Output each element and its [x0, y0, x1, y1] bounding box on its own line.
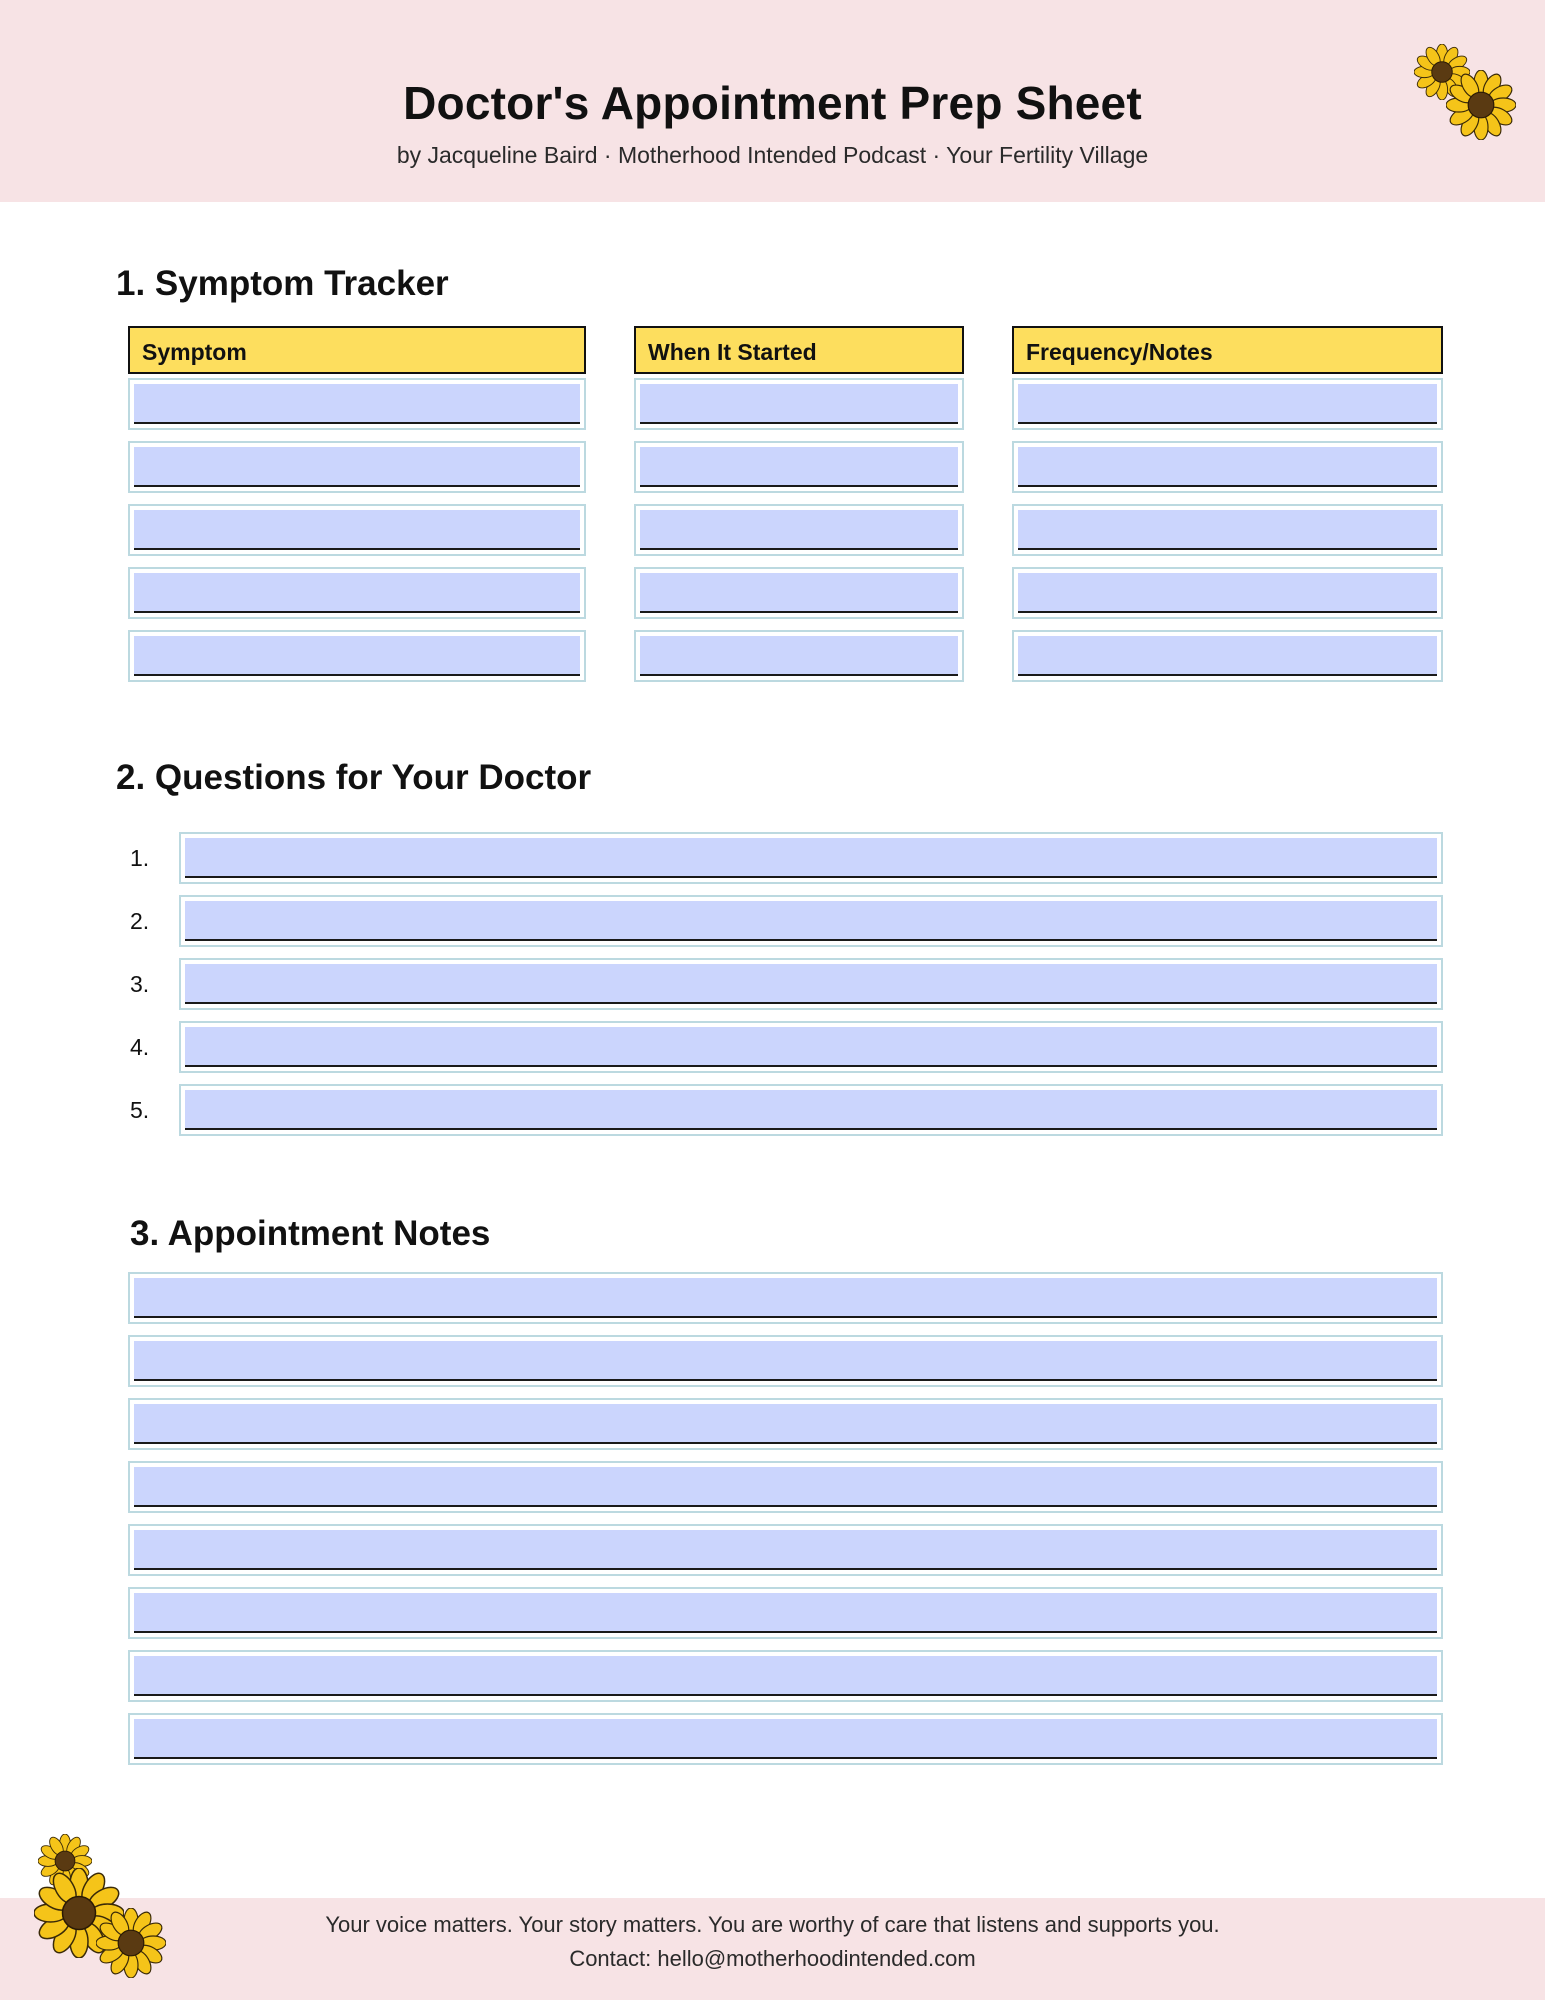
section-heading-appointment-notes: 3. Appointment Notes: [130, 1214, 491, 1253]
when-started-input[interactable]: [634, 378, 964, 430]
input-fill: [134, 1530, 1437, 1570]
when-started-input[interactable]: [634, 504, 964, 556]
input-fill: [134, 1341, 1437, 1381]
column-header-symptom: Symptom: [128, 326, 586, 374]
input-fill: [134, 636, 580, 676]
input-fill: [185, 838, 1437, 878]
notes-input[interactable]: [128, 1272, 1443, 1324]
question-number: 3.: [130, 971, 150, 997]
sunflower-icon: [96, 1908, 166, 1978]
input-fill: [1018, 573, 1437, 613]
input-fill: [640, 573, 958, 613]
notes-input[interactable]: [128, 1713, 1443, 1765]
input-fill: [1018, 447, 1437, 487]
question-number: 2.: [130, 908, 150, 934]
input-fill: [640, 636, 958, 676]
header-banner: [0, 0, 1545, 202]
notes-input[interactable]: [128, 1398, 1443, 1450]
question-number: 4.: [130, 1034, 150, 1060]
input-fill: [134, 1467, 1437, 1507]
input-fill: [134, 1719, 1437, 1759]
section-heading-questions: 2. Questions for Your Doctor: [116, 758, 592, 797]
question-number: 5.: [130, 1097, 150, 1123]
symptom-input[interactable]: [128, 504, 586, 556]
question-input[interactable]: [179, 1021, 1443, 1073]
input-fill: [134, 384, 580, 424]
input-fill: [640, 447, 958, 487]
input-fill: [640, 384, 958, 424]
page-subtitle: by Jacqueline Baird · Motherhood Intended Podcast · Your Fertility Village: [396, 142, 1149, 168]
input-fill: [134, 1593, 1437, 1633]
symptom-input[interactable]: [128, 378, 586, 430]
input-fill: [1018, 636, 1437, 676]
notes-input[interactable]: [128, 1650, 1443, 1702]
question-input[interactable]: [179, 958, 1443, 1010]
input-fill: [185, 1090, 1437, 1130]
question-number: 1.: [130, 845, 150, 871]
frequency-notes-input[interactable]: [1012, 441, 1443, 493]
input-fill: [640, 510, 958, 550]
footer-message: Your voice matters. Your story matters. You are worthy of care that listens and supports you.: [325, 1912, 1220, 1937]
symptom-input[interactable]: [128, 441, 586, 493]
question-input[interactable]: [179, 832, 1443, 884]
notes-input[interactable]: [128, 1524, 1443, 1576]
input-fill: [1018, 510, 1437, 550]
footer-contact: Contact: hello@motherhoodintended.com: [569, 1946, 976, 1971]
input-fill: [185, 901, 1437, 941]
section-heading-symptom-tracker: 1. Symptom Tracker: [116, 264, 449, 303]
page-title: Doctor's Appointment Prep Sheet: [403, 77, 1142, 129]
question-input[interactable]: [179, 895, 1443, 947]
footer-banner: [0, 1898, 1545, 2000]
when-started-input[interactable]: [634, 567, 964, 619]
notes-input[interactable]: [128, 1461, 1443, 1513]
input-fill: [185, 964, 1437, 1004]
when-started-input[interactable]: [634, 441, 964, 493]
question-input[interactable]: [179, 1084, 1443, 1136]
symptom-input[interactable]: [128, 567, 586, 619]
input-fill: [134, 1404, 1437, 1444]
column-header-frequency-notes: Frequency/Notes: [1012, 326, 1443, 374]
frequency-notes-input[interactable]: [1012, 378, 1443, 430]
symptom-input[interactable]: [128, 630, 586, 682]
when-started-input[interactable]: [634, 630, 964, 682]
notes-input[interactable]: [128, 1587, 1443, 1639]
input-fill: [134, 1278, 1437, 1318]
input-fill: [134, 447, 580, 487]
input-fill: [134, 1656, 1437, 1696]
column-header-when-started: When It Started: [634, 326, 964, 374]
frequency-notes-input[interactable]: [1012, 567, 1443, 619]
frequency-notes-input[interactable]: [1012, 630, 1443, 682]
input-fill: [134, 573, 580, 613]
frequency-notes-input[interactable]: [1012, 504, 1443, 556]
input-fill: [1018, 384, 1437, 424]
sunflower-icon: [1446, 70, 1516, 140]
input-fill: [185, 1027, 1437, 1067]
input-fill: [134, 510, 580, 550]
notes-input[interactable]: [128, 1335, 1443, 1387]
